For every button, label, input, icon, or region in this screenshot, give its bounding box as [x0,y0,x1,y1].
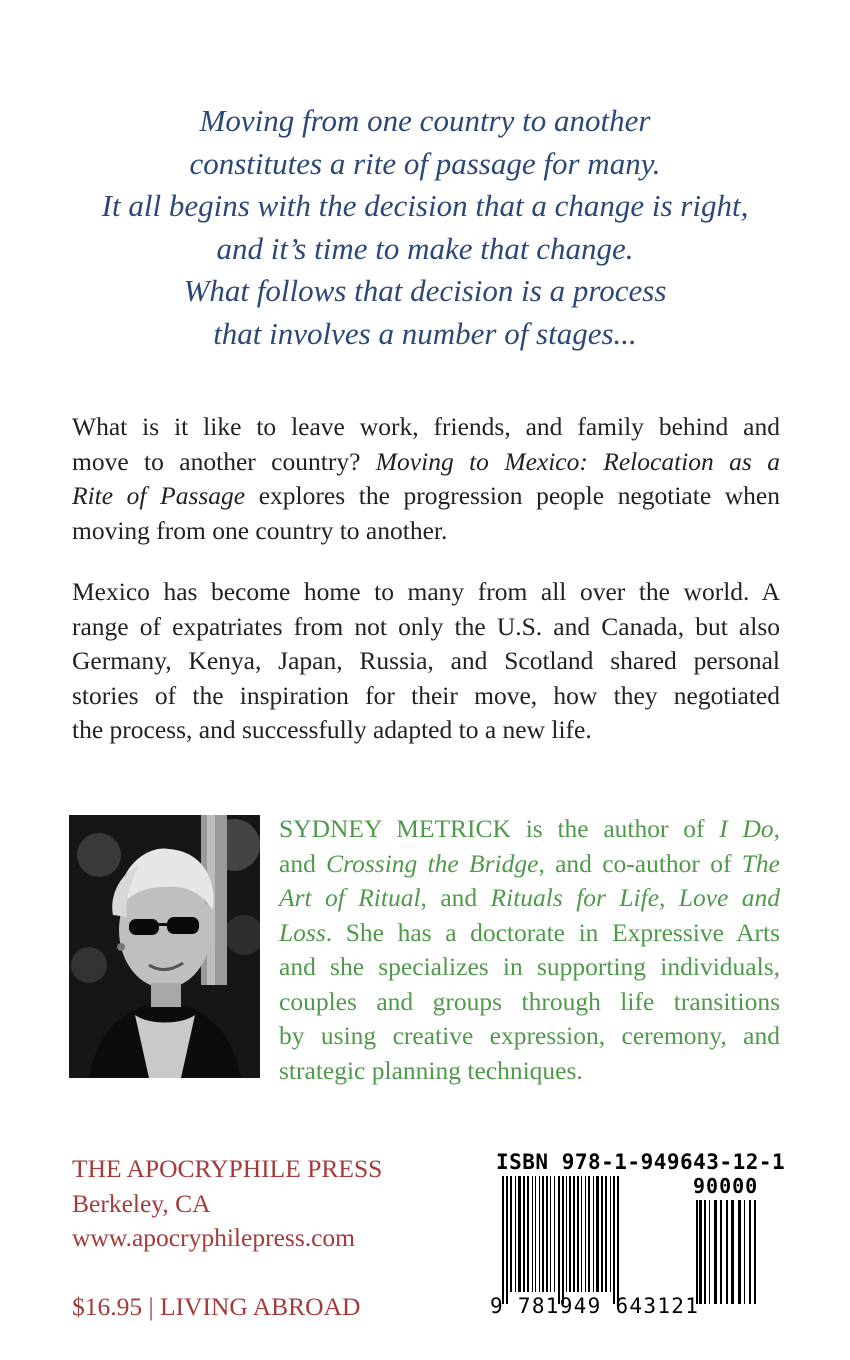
author-photo [69,815,260,1078]
quote-line: that involves a number of stages... [213,315,637,351]
barcode-bar [754,1200,756,1304]
publisher-name: THE APOCRYPHILE PRESS [72,1154,383,1183]
barcode-bar [562,1176,564,1304]
book-title: Crossing the Bridge [326,848,539,878]
text-line: moving from one country to another. [72,515,448,545]
text-run: move to another country? [72,446,376,476]
isbn-barcode [488,1148,788,1324]
text-line: couples and groups through life transitions [279,986,780,1016]
barcode-bar [613,1176,615,1304]
barcode-bar [554,1176,555,1292]
barcode-bar [546,1176,548,1292]
text-line [279,916,780,951]
barcode-bar [720,1200,722,1304]
barcode-bar [714,1200,717,1304]
text-run: SYDNEY METRICK is the author of [279,814,720,843]
price-code: 90000 [693,1174,759,1198]
barcode-bar [569,1176,571,1292]
text-run: , and [420,883,491,912]
text-line: stories of the inspiration for their move, how they negotiated [72,680,780,710]
publisher-website[interactable]: www.apocryphilepress.com [72,1223,356,1252]
barcode-bar [588,1176,590,1292]
quote-line: It all begins with the decision that a change is right, [101,188,749,224]
text-line: strategic planning techniques. [279,1055,583,1085]
barcode-bar [550,1176,551,1292]
text-run: and [279,848,327,878]
barcode-bar [726,1200,728,1304]
quote-line: constitutes a rite of passage for many. [189,145,661,181]
text-line: What is it like to leave work, friends, and family behind and [72,412,780,441]
barcode-bar [593,1176,594,1292]
barcode-bar [704,1200,706,1304]
barcode-bar [539,1176,540,1292]
quote-line: and it’s time to make that change. [216,230,634,266]
book-title: Rite of Passage [72,481,246,510]
book-title: The [741,848,780,878]
text-run: . She has a doctorate in Expressive Arts [325,917,780,947]
text-line [279,812,780,847]
description-paragraph-1 [72,410,780,548]
text-line [72,445,780,480]
barcode-bar [738,1200,741,1304]
barcode-bar [617,1176,619,1304]
book-title: Moving to Mexico: Relocation as a [375,446,780,476]
text-line: and she specializes in supporting individuals, [279,952,780,981]
barcode-bar [577,1176,579,1292]
barcode-bar [573,1176,575,1292]
barcode-bar [510,1176,512,1292]
description-paragraph-2 [72,575,780,748]
barcode-bar [502,1176,504,1304]
quote-line: Moving from one country to another [199,103,651,138]
price-category: $16.95 | LIVING ABROAD [72,1292,361,1321]
publisher-location: Berkeley, CA [72,1188,211,1218]
barcode-bar [699,1200,702,1304]
barcode-bar [610,1176,611,1292]
barcode-bar [518,1176,521,1292]
ean-number: 9 781949 643121 [490,1294,700,1318]
barcode-bar [542,1176,544,1292]
barcode-bar [566,1176,567,1292]
barcode-bar [527,1176,529,1292]
barcode-bar [596,1176,599,1292]
barcode-bar [744,1200,745,1304]
publisher-info [72,1152,382,1256]
text-run: , [773,814,780,843]
quote-line: What follows that decision is a process [183,273,667,309]
isbn-label: ISBN 978-1-949643-12-1 [496,1150,786,1174]
barcode-bar [585,1176,586,1292]
barcode-bar [558,1176,560,1304]
barcode-bar [506,1176,508,1304]
text-line: range of expatriates from not only the U.S. and Canada, but also [72,611,780,641]
text-run: explores the progression people negotiate when [245,481,781,510]
barcode-bar [696,1200,698,1304]
text-line: Germany, Kenya, Japan, Russia, and Scotland shared personal [72,646,780,675]
text-line: Mexico has become home to many from all over the world. A [72,577,780,606]
book-title: Art of Ritual [279,883,421,912]
text-line: the process, and successfully adapted to a new life. [72,715,592,744]
text-line [279,847,780,882]
author-bio [279,812,780,1088]
book-title: Rituals for Life, Love and [490,883,781,912]
author-portrait-illustration [69,815,260,1078]
text-line [279,881,780,916]
barcode-bar [709,1200,710,1304]
barcode-bar [535,1176,536,1292]
barcode-bar [581,1176,582,1292]
barcode-bar [532,1176,533,1292]
barcode-bar [605,1176,607,1292]
text-line [72,479,780,514]
barcode-bar [515,1176,516,1292]
barcode-bar [749,1200,751,1304]
barcode-bar [601,1176,603,1292]
book-title: I Do [719,814,774,843]
barcode-bar [731,1200,734,1304]
book-title: Loss [279,917,326,947]
text-run: , and co-author of [538,848,742,878]
text-line: by using creative expression, ceremony, and [279,1021,780,1050]
pull-quote [40,100,810,356]
barcode-bar [523,1176,525,1292]
